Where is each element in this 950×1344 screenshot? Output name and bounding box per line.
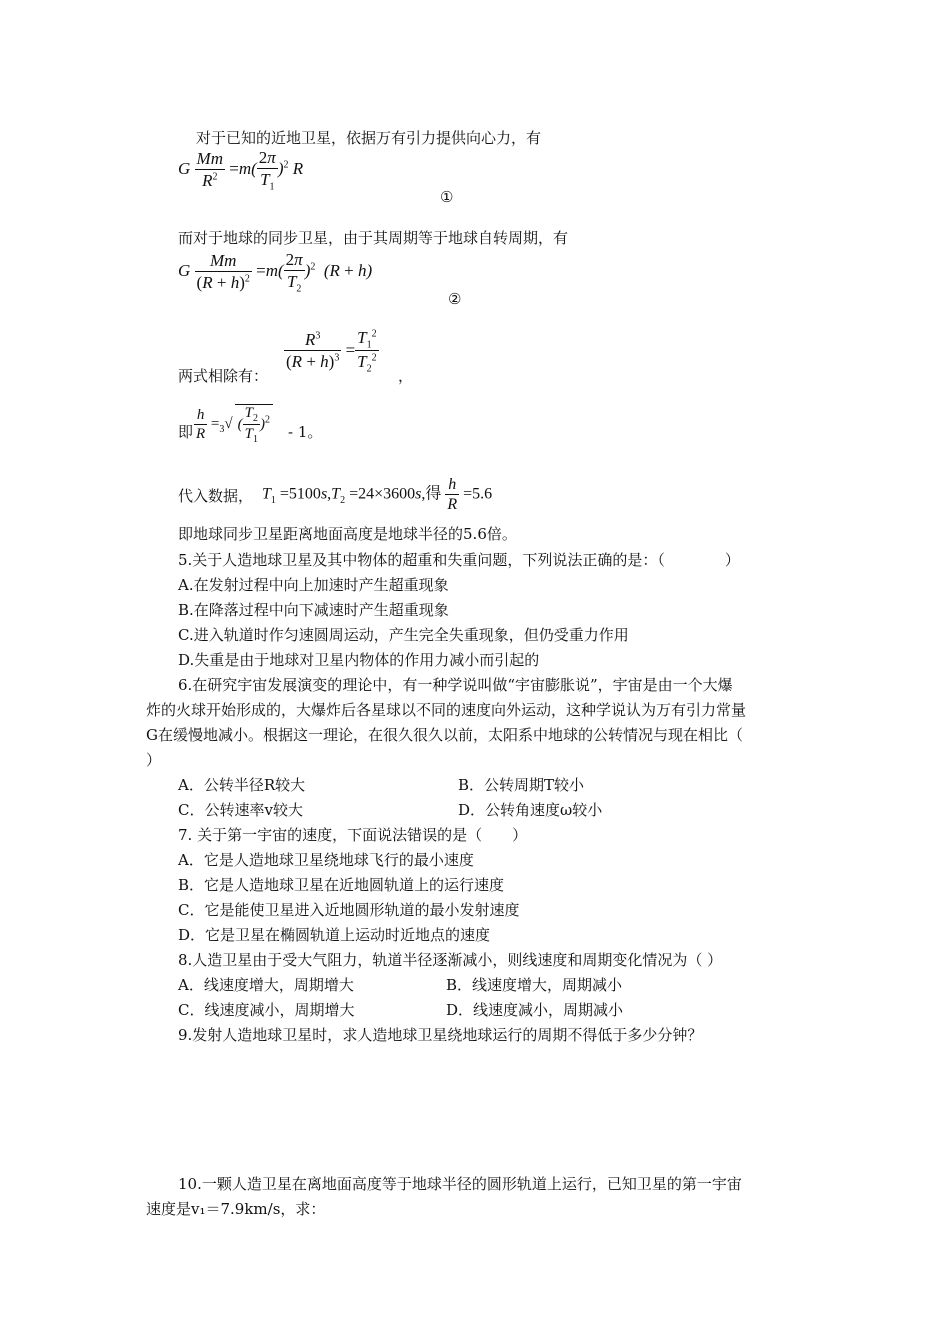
- q6-line-4: ）: [146, 751, 162, 769]
- q7-option-a: A．它是人造地球卫星绕地球飞行的最小速度: [178, 851, 474, 869]
- q5-option-b: B.在降落过程中向下减速时产生超重现象: [178, 601, 449, 619]
- q6-option-a: A．公转半径R较大: [178, 776, 306, 794]
- divide-suffix: ，: [398, 367, 414, 385]
- q6-option-b: B．公转周期T较小: [458, 776, 585, 794]
- q8-stem: 8.人造卫星由于受大气阻力，轨道半径逐渐减小，则线速度和周期变化情况为（ ）: [178, 951, 723, 969]
- substitute-prefix: 代入数据，: [178, 487, 254, 505]
- equation-ratio: $\frac{R^3}{(R + h)^3}$ = $\frac{T_1^2}{T_2^2}$: [286, 328, 377, 375]
- q8-option-d: D．线速度减小，周期减小: [446, 1001, 624, 1019]
- q6-line-3: G在缓慢地减小。根据这一理论，在很久很久以前，太阳系中地球的公转情况与现在相比（: [146, 726, 743, 744]
- q7-option-c: C．它是能使卫星进入近地圆形轨道的最小发射速度: [178, 901, 520, 919]
- equation-1: G $\frac{Mm}{R^2}$ =m( $\frac{2\pi}{T_1}$ )$^2$ R: [178, 148, 304, 193]
- q5-option-d: D.失重是由于地球对卫星内物体的作用力减小而引起的: [178, 651, 540, 669]
- q10-line-2: 速度是v₁＝7.9km/s，求：: [146, 1200, 326, 1218]
- q8-option-a: A．线速度增大，周期增大: [178, 976, 354, 994]
- q6-line-2: 炸的火球开始形成的，大爆炸后各星球以不同的速度向外运动，这种学说认为万有引力常量: [146, 701, 747, 719]
- q7-option-b: B．它是人造地球卫星在近地圆轨道上的运行速度: [178, 876, 505, 894]
- q7-option-d: D．它是卫星在椭圆轨道上运动时近地点的速度: [178, 926, 491, 944]
- q6-option-c: C．公转速率v较大: [178, 801, 303, 819]
- equation-1-label: ①: [440, 188, 454, 206]
- q5-option-c: C.进入轨道时作匀速圆周运动，产生完全失重现象，但仍受重力作用: [178, 626, 629, 644]
- q8-option-c: C．线速度减小，周期增大: [178, 1001, 355, 1019]
- q9-stem: 9.发射人造地球卫星时，求人造地球卫星绕地球运行的周期不得低于多少分钟？: [178, 1026, 703, 1044]
- q5-stem: 5.关于人造地球卫星及其中物体的超重和失重问题，下列说法正确的是：（ ）: [178, 551, 740, 569]
- q10-line-1: 10.一颗人造卫星在离地面高度等于地球半径的圆形轨道上运行，已知卫星的第一宇宙: [178, 1175, 742, 1193]
- divide-prefix: 两式相除有：: [178, 367, 269, 385]
- ji-suffix: - 1。: [288, 423, 323, 441]
- q6-option-d: D．公转角速度ω较小: [458, 801, 603, 819]
- intro-line: 对于已知的近地卫星，依据万有引力提供向心力，有: [196, 129, 542, 147]
- sync-satellite-line: 而对于地球的同步卫星，由于其周期等于地球自转周期，有: [178, 229, 569, 247]
- equation-h-over-r: $\frac{h}{R}$ $=_3√$ ( $\frac{T_2}{T_1}$ )$^2$: [194, 404, 273, 445]
- q6-line-1: 6.在研究宇宙发展演变的理论中，有一种学说叫做“宇宙膨胀说”，宇宙是由一个大爆: [178, 676, 733, 694]
- ji-prefix: 即: [178, 423, 194, 441]
- equation-substitute: $T_1 =5100s,T_2 =24\times 3600s$,得 $\frac{h}{R}$ =5.6: [262, 476, 493, 513]
- conclusion-line: 即地球同步卫星距离地面高度是地球半径的5.6倍。: [178, 525, 517, 543]
- equation-2: G $\frac{Mm}{(R + h)^2}$ =m( $\frac{2\pi}{T_2}$ )$^2$ (R + h): [178, 250, 373, 295]
- q7-stem: 7. 关于第一宇宙的速度，下面说法错误的是（ ）: [178, 826, 528, 844]
- equation-2-label: ②: [448, 290, 462, 308]
- q5-option-a: A.在发射过程中向上加速时产生超重现象: [178, 576, 449, 594]
- q8-option-b: B．线速度增大，周期减小: [446, 976, 623, 994]
